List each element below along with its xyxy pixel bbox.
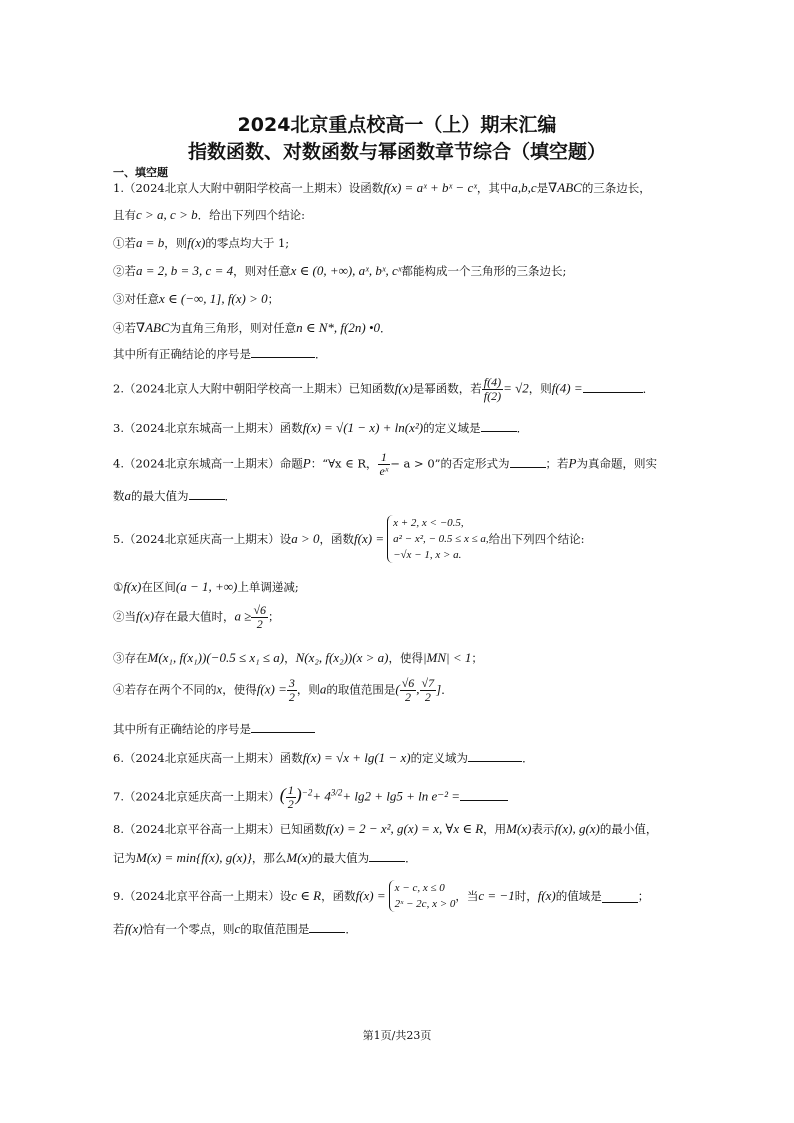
q1-answer: 其中所有正确结论的序号是 ． bbox=[113, 347, 327, 361]
answer-blank[interactable] bbox=[369, 849, 405, 862]
q6-line: 6.（2024北京延庆高一上期末）函数f(x) = √x + lg(1 − x)的定义域为 ． bbox=[113, 750, 534, 765]
q1-option1: ①若a = b，则f(x)的零点均大于 1; bbox=[113, 235, 290, 250]
q5-answer: 其中所有正确结论的序号是 bbox=[113, 720, 693, 737]
fraction: $\frac{√7}{2}$ bbox=[421, 676, 435, 704]
q1-line1: 1.（2024北京人大附中朝阳学校高一上期末）设函数f(x) = aˣ + bˣ − cˣ，其中a,b,c是∇ABC的三条边长， bbox=[113, 180, 651, 195]
fraction: $\frac{3}{2}$ bbox=[288, 676, 295, 704]
q5-option4: ④若存在两个不同的x，使得f(x) = $\frac{3}{2}$ ，则a的取值范围是( $\frac{√6}{2}$ , $\frac{√7}{2}$ ]． bbox=[113, 676, 453, 704]
answer-blank[interactable] bbox=[468, 749, 522, 762]
q5-option2: ②当f(x)存在最大值时，a ≥ $\frac{√6}{2}$ ； bbox=[113, 603, 280, 631]
fraction: $\frac{f(4)}{f(2)}$ bbox=[483, 375, 502, 403]
q7-line: 7.（2024北京延庆高一上期末）( $\frac{1}{2}$ )$^{-2}+ 4^{3/2}+ \lg 2 + \lg 5 + \ln e^{-2}$ = bbox=[113, 784, 693, 811]
q1-option3: ③对任意x ∈ (−∞, 1], f(x) > 0； bbox=[113, 291, 280, 306]
page-footer: 第1页/共23页 bbox=[362, 1029, 432, 1042]
answer-blank[interactable] bbox=[251, 345, 315, 358]
piecewise-brace: x − c, x ≤ 0 2ˣ − 2c, x > 0 bbox=[389, 880, 456, 912]
answer-blank[interactable] bbox=[251, 720, 315, 733]
answer-blank[interactable] bbox=[602, 890, 638, 903]
answer-blank[interactable] bbox=[189, 487, 225, 500]
answer-blank[interactable] bbox=[481, 419, 517, 432]
piecewise-brace: x + 2, x < −0.5, a² − x², − 0.5 ≤ x ≤ a, −√x − 1, x > a. bbox=[387, 515, 489, 563]
q2-line: 2.（2024北京人大附中朝阳学校高一上期末）已知函数f(x)是幂函数，若 $\frac{f(4)}{f(2)}$ = √2，则f(4) = ． bbox=[113, 375, 655, 403]
q3-line: 3.（2024北京东城高一上期末）函数f(x) = √(1 − x) + ln(x²)的定义域是 ． bbox=[113, 420, 529, 435]
fraction: $\frac{√6}{2}$ bbox=[401, 676, 415, 704]
q4-line2: 数a的最大值为 ． bbox=[113, 488, 236, 503]
q1-option2: ②若a = 2, b = 3, c = 4，则对任意x ∈ (0, +∞), aˣ, bˣ, cˣ都能构成一个三角形的三条边长; bbox=[113, 263, 567, 278]
q1-option4: ④若∇ABC为直角三角形，则对任意n ∈ N*, f(2n) •0． bbox=[113, 320, 392, 335]
fraction: $\frac{1}{2}$ bbox=[287, 783, 294, 811]
q8-line2: 记为M(x) = min{f(x), g(x)}，那么M(x)的最大值为 ． bbox=[113, 850, 417, 865]
fraction: $\frac{√6}{2}$ bbox=[253, 603, 267, 631]
answer-blank[interactable] bbox=[510, 455, 546, 468]
fraction: $\frac{1}{\text{eˣ}}$ bbox=[379, 450, 389, 478]
document-subtitle: 指数函数、对数函数与幂函数章节综合（填空题） bbox=[187, 141, 606, 163]
q5-option3: ③存在M(x₁, f(x₁))(−0.5 ≤ x₁ ≤ a)，N(x₂, f(x₂))(x > a)，使得|MN| < 1； bbox=[113, 650, 483, 665]
answer-blank[interactable] bbox=[309, 920, 345, 933]
q5-option1: ①f(x)在区间(a − 1, +∞)上单调递减; bbox=[113, 579, 299, 594]
q9-line1: 9.（2024北京平谷高一上期末）设c ∈ R，函数f(x) = x − c, x ≤ 0 2ˣ − 2c, x > 0 ，当c = −1时，f(x)的值域是 ； bbox=[113, 882, 650, 910]
q4-line1: 4.（2024北京东城高一上期末）命题P：“∀x ∈ R， $\frac{1}{\text{eˣ}}$ − a > 0”的否定形式为 ；若P为真命题，则实 bbox=[113, 450, 657, 478]
answer-blank[interactable] bbox=[460, 788, 508, 801]
section-heading: 一、填空题 bbox=[113, 166, 168, 179]
answer-blank[interactable] bbox=[583, 380, 643, 393]
q9-line2: 若f(x)恰有一个零点，则c的取值范围是 ． bbox=[113, 921, 357, 936]
q5-line1: 5.（2024北京延庆高一上期末）设a > 0，函数f(x) = x + 2, x < −0.5, a² − x², − 0.5 ≤ x ≤ a, −√x − 1, x > a. 给出下列四个结论: bbox=[113, 517, 585, 561]
q1-line2: 且有c > a, c > b．给出下列四个结论: bbox=[113, 207, 305, 222]
document-title: 2024北京重点校高一（上）期末汇编 bbox=[237, 114, 557, 136]
q8-line1: 8.（2024北京平谷高一上期末）已知函数f(x) = 2 − x², g(x) = x, ∀x ∈ R，用M(x)表示f(x), g(x)的最小值， bbox=[113, 821, 658, 836]
